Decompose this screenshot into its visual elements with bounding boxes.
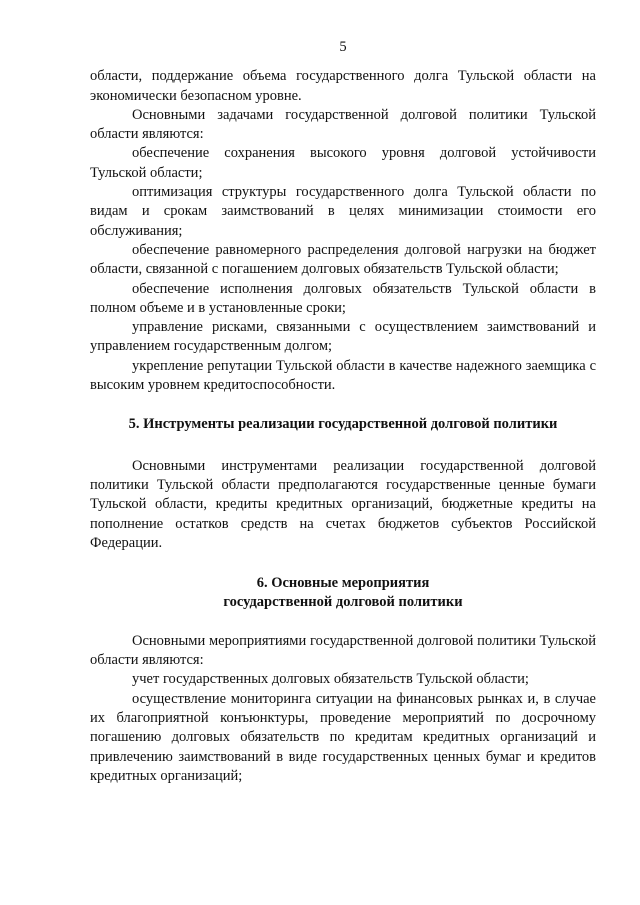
list-item: обеспечение сохранения высокого уровня долговой устойчивости Тульской области; [90, 145, 596, 181]
list-item: осуществление мониторинга ситуации на финансовых рынках и, в случае их благоприятной конъюнктуры, проведение мероприятий по досрочному погашению долговых обязательств по кредитам кредитных организаций и привлечению заимствований в виде государственных ценных бумаг и кредитов кредитных организаций; [90, 690, 596, 784]
paragraph: Основными инструментами реализации государственной долговой политики Тульской области предполагаются государственные ценные бумаги Тульской области, кредиты кредитных организаций, бюджетные кредиты на пополнение остатков средств на счетах бюджетов субъектов Российской Федерации. [90, 457, 596, 551]
list-item: обеспечение равномерного распределения долговой нагрузки на бюджет области, связанной с погашением долговых обязательств Тульской области; [90, 241, 596, 278]
paragraph: области, поддержание объема государственного долга Тульской области на экономически безопасном уровне. [90, 68, 596, 104]
list-item: оптимизация структуры государственного долга Тульской области по видам и срокам заимствований в целях минимизации стоимости его обслуживания; [90, 184, 596, 239]
section-heading [90, 574, 596, 613]
section-heading: 5. Инструменты реализации государственной долговой политики [128, 416, 558, 433]
paragraph: Основными мероприятиями государственной долговой политики Тульской области являются: [90, 632, 596, 669]
list-item: учет государственных долговых обязательств Тульской области; [132, 671, 529, 688]
section-heading-line: 6. Основные мероприятия [256, 575, 430, 592]
paragraph: Основными задачами государственной долговой политики Тульской области являются: [90, 106, 596, 143]
section-heading-line: государственной долговой политики [223, 594, 463, 611]
list-item: укрепление репутации Тульской области в качестве надежного заемщика с высоким уровнем кредитоспособности. [90, 357, 596, 394]
list-item: управление рисками, связанными с осуществлением заимствований и управлением государственным долгом; [90, 319, 596, 355]
document-page [90, 38, 596, 786]
page-number: 5 [339, 39, 347, 55]
list-item: обеспечение исполнения долговых обязательств Тульской области в полном объеме и в установленные сроки; [90, 280, 596, 316]
